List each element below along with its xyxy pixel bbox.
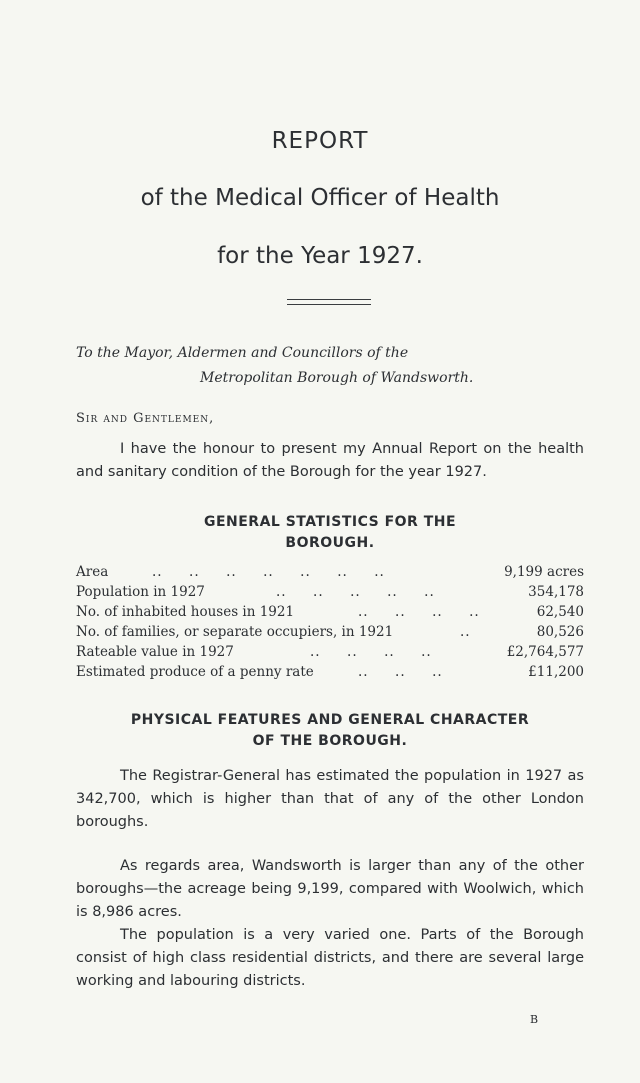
statistics-row bbox=[76, 664, 584, 684]
address-line-1: To the Mayor, Aldermen and Councillors of the bbox=[76, 345, 409, 361]
statistics-value: 62,540 bbox=[536, 604, 584, 620]
statistics-row bbox=[76, 624, 584, 644]
general-statistics-heading-line-2: BOROUGH. bbox=[285, 535, 375, 551]
report-year: for the Year 1927. bbox=[217, 243, 423, 269]
statistics-value: 354,178 bbox=[528, 584, 584, 600]
body-paragraph-population: The Registrar-General has estimated the population in 1927 as 342,700, which is higher than that of any of the other London boroughs. bbox=[76, 768, 584, 830]
statistics-row bbox=[76, 604, 584, 624]
statistics-value: 80,526 bbox=[536, 624, 584, 640]
statistics-value: £11,200 bbox=[528, 664, 584, 680]
statistics-label: Rateable value in 1927 bbox=[76, 644, 234, 660]
report-title: REPORT bbox=[271, 128, 369, 154]
general-statistics-heading-line-1: GENERAL STATISTICS FOR THE bbox=[203, 514, 457, 530]
dot-leader: .. .. .. .. bbox=[310, 644, 432, 660]
report-subtitle: of the Medical Officer of Health bbox=[140, 185, 500, 211]
statistics-label: No. of families, or separate occupiers, in 1921 bbox=[76, 624, 394, 640]
physical-features-heading bbox=[76, 710, 584, 752]
body-paragraph-area: As regards area, Wandsworth is larger than any of the other boroughs—the acreage being 9,199, compared with Woolwich, which is 8,986 acres. bbox=[76, 858, 584, 920]
dot-leader: .. .. .. .. .. bbox=[276, 584, 435, 600]
statistics-row bbox=[76, 584, 584, 604]
statistics-value: £2,764,577 bbox=[506, 644, 584, 660]
divider-rule-top bbox=[287, 299, 371, 300]
general-statistics-heading bbox=[76, 512, 584, 554]
statistics-row bbox=[76, 644, 584, 664]
physical-features-heading-line-2: OF THE BOROUGH. bbox=[252, 733, 408, 749]
divider-rule-bottom bbox=[287, 304, 371, 305]
statistics-label: Area bbox=[76, 564, 109, 580]
body-paragraph-character: The population is a very varied one. Parts of the Borough consist of high class residential districts, and there are several large working and labouring districts. bbox=[76, 927, 584, 989]
physical-features-heading-line-1: PHYSICAL FEATURES AND GENERAL CHARACTER bbox=[130, 712, 530, 728]
page-signature-mark: B bbox=[530, 1013, 539, 1026]
statistics-label: No. of inhabited houses in 1921 bbox=[76, 604, 295, 620]
dot-leader: .. .. .. .. .. .. .. bbox=[152, 564, 385, 580]
statistics-label: Estimated produce of a penny rate bbox=[76, 664, 314, 680]
salutation: Sir and Gentlemen, bbox=[76, 411, 215, 426]
statistics-label: Population in 1927 bbox=[76, 584, 205, 600]
dot-leader: .. .. .. bbox=[358, 664, 443, 680]
statistics-value: 9,199 acres bbox=[504, 564, 584, 580]
statistics-table bbox=[76, 564, 584, 684]
intro-paragraph: I have the honour to present my Annual Report on the health and sanitary condition of the Borough for the year 1927. bbox=[76, 441, 584, 480]
dot-leader: .. .. .. .. bbox=[358, 604, 480, 620]
statistics-row bbox=[76, 564, 584, 584]
dot-leader: .. bbox=[460, 624, 471, 640]
address-line-2: Metropolitan Borough of Wandsworth. bbox=[200, 370, 474, 386]
